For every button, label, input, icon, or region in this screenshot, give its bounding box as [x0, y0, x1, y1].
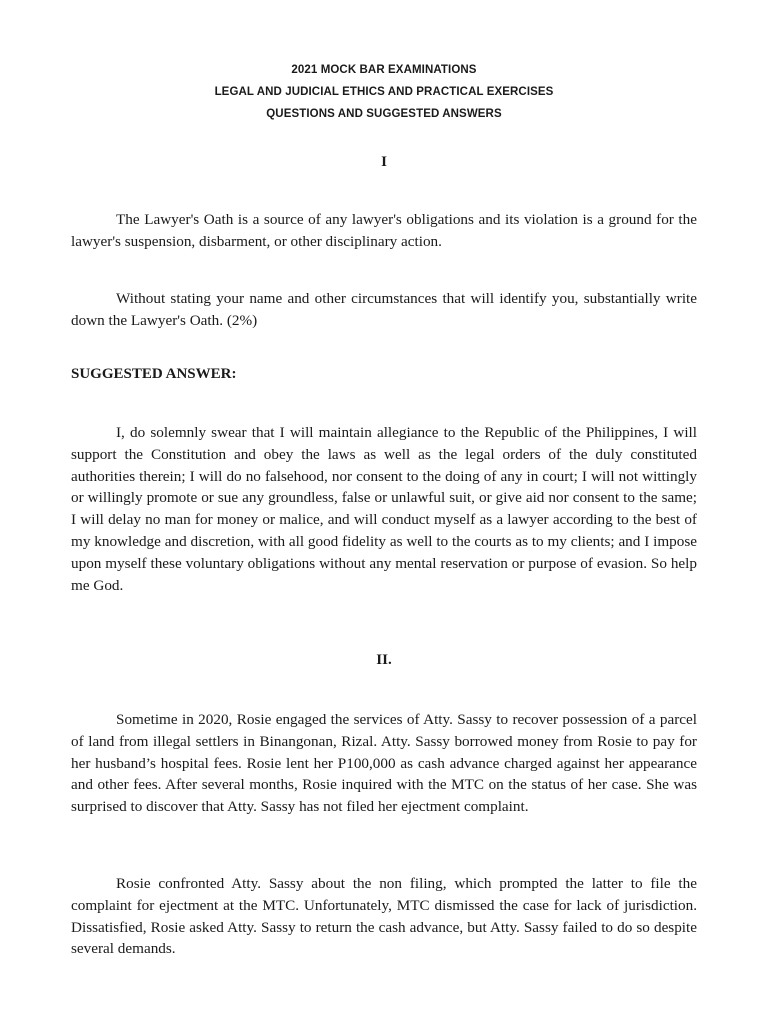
header-subtitle: QUESTIONS AND SUGGESTED ANSWERS — [266, 108, 502, 120]
question-1-paragraph-1: The Lawyer's Oath is a source of any lawyer's obligations and its violation is a ground for the lawyer's suspension, disbarment, or other disciplinary action. — [71, 211, 697, 250]
question-number-2: II. — [376, 652, 392, 668]
header-title: 2021 MOCK BAR EXAMINATIONS — [291, 64, 477, 76]
header-subject: LEGAL AND JUDICIAL ETHICS AND PRACTICAL EXERCISES — [214, 86, 554, 98]
question-number-1: I — [381, 154, 387, 170]
question-2-paragraph-2: Rosie confronted Atty. Sassy about the non filing, which prompted the latter to file the complaint for ejectment at the MTC. Unfortunately, MTC dismissed the case for lack of jurisdiction. Dissatisfied, Rosie asked Atty. Sassy to return the cash advance, but Atty. Sassy failed to do so despite several demands. — [71, 875, 697, 958]
suggested-answer-text: I, do solemnly swear that I will maintain allegiance to the Republic of the Philippines, I will support the Constitution and obey the laws as well as the legal orders of the duly constituted authorities therein; I will do no falsehood, nor consent to the doing of any in court; I will not wittingly or willingly promote or sue any groundless, false or unlawful suit, or give aid nor consent to the same; I will delay no man for money or malice, and will conduct myself as a lawyer according to the best of my knowledge and discretion, with all good fidelity as well to the courts as to my clients; and I impose upon myself these voluntary obligations without any mental reservation or purpose of evasion. So help me God. — [71, 424, 697, 594]
suggested-answer-label: SUGGESTED ANSWER: — [71, 366, 237, 382]
question-1-paragraph-2: Without stating your name and other circumstances that will identify you, substantially write down the Lawyer's Oath. (2%) — [71, 290, 697, 329]
question-2-paragraph-1: Sometime in 2020, Rosie engaged the services of Atty. Sassy to recover possession of a parcel of land from illegal settlers in Binangonan, Rizal. Atty. Sassy borrowed money from Rosie to pay for her husband’s hospital fees. Rosie lent her P100,000 as cash advance charged against her appearance and other fees. After several months, Rosie inquired with the MTC on the status of her case. She was surprised to discover that Atty. Sassy has not filed her ejectment complaint. — [71, 711, 697, 816]
